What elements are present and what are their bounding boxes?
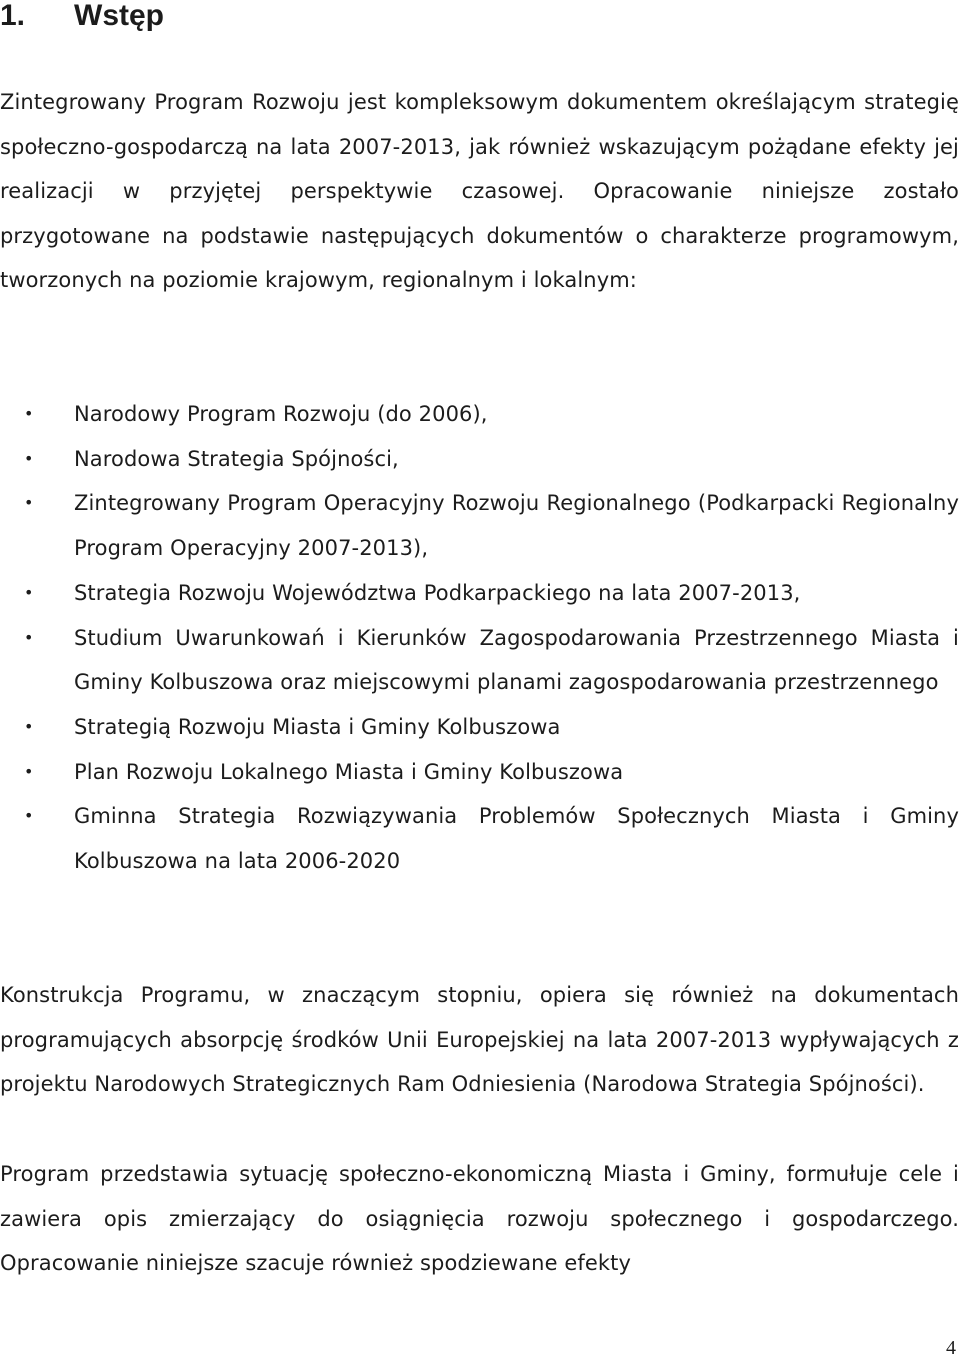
list-item-text: Strategią Rozwoju Miasta i Gminy Kolbuszowa: [74, 714, 561, 739]
page-number: 4: [946, 1337, 956, 1359]
list-item-text: Narodowa Strategia Spójności,: [74, 446, 399, 471]
list-item: [0, 705, 959, 750]
construction-paragraph: Konstrukcja Programu, w znaczącym stopniu, opiera się również na dokumentach programujących absorpcję środków Unii Europejskiej na lata 2007-2013 wypływających z projektu Narodowych Strategicznych Ram Odniesienia (Narodowa Strategia Spójności).: [0, 983, 959, 1097]
list-item-text: Studium Uwarunkowań i Kierunków Zagospodarowania Przestrzennego Miasta i Gminy Kolbuszowa oraz miejscowymi planami zagospodarowania przestrzennego: [74, 625, 959, 695]
bullet-icon: •: [24, 582, 34, 602]
bullet-icon: •: [24, 493, 34, 513]
section-number: 1.: [0, 0, 26, 32]
documents-list: [0, 392, 959, 884]
list-item: [0, 794, 959, 883]
list-item-text: Zintegrowany Program Operacyjny Rozwoju Regionalnego (Podkarpacki Regionalny Program Operacyjny 2007-2013),: [74, 491, 959, 561]
list-item-text: Plan Rozwoju Lokalnego Miasta i Gminy Kolbuszowa: [74, 759, 624, 784]
list-item-text: Strategia Rozwoju Województwa Podkarpackiego na lata 2007-2013,: [74, 580, 801, 605]
bullet-icon: •: [24, 404, 34, 423]
list-item-text: Gminna Strategia Rozwiązywania Problemów Społecznych Miasta i Gminy Kolbuszowa na lata 2006-2020: [74, 804, 959, 874]
list-item: [0, 750, 959, 795]
intro-paragraph: Zintegrowany Program Rozwoju jest kompleksowym dokumentem określającym strategię społeczno-gospodarczą na lata 2007-2013, jak również wskazującym pożądane efekty jej realizacji w przyjętej perspektywie czasowej. Opracowanie niniejsze zostało przygotowane na podstawie następujących dokumentów o charakterze programowym, tworzonych na poziomie krajowym, regionalnym i lokalnym:: [0, 90, 959, 293]
bullet-icon: •: [24, 806, 34, 826]
list-item: [0, 392, 959, 437]
list-item: [0, 571, 959, 616]
list-item-text: Narodowy Program Rozwoju (do 2006),: [74, 402, 488, 426]
program-paragraph: Program przedstawia sytuację społeczno-ekonomiczną Miasta i Gminy, formułuje cele i zawiera opis zmierzający do osiągnięcia rozwoju społecznego i gospodarczego. Opracowanie niniejsze szacuje również spodziewane efekty: [0, 1162, 959, 1276]
list-item: [0, 481, 959, 570]
bullet-icon: •: [24, 761, 34, 781]
bullet-icon: •: [24, 448, 34, 468]
bullet-icon: •: [24, 627, 34, 647]
bullet-icon: •: [24, 716, 34, 736]
list-item: [0, 616, 959, 705]
section-heading: [0, 0, 164, 36]
list-item: [0, 437, 959, 482]
section-title: Wstęp: [74, 0, 164, 32]
